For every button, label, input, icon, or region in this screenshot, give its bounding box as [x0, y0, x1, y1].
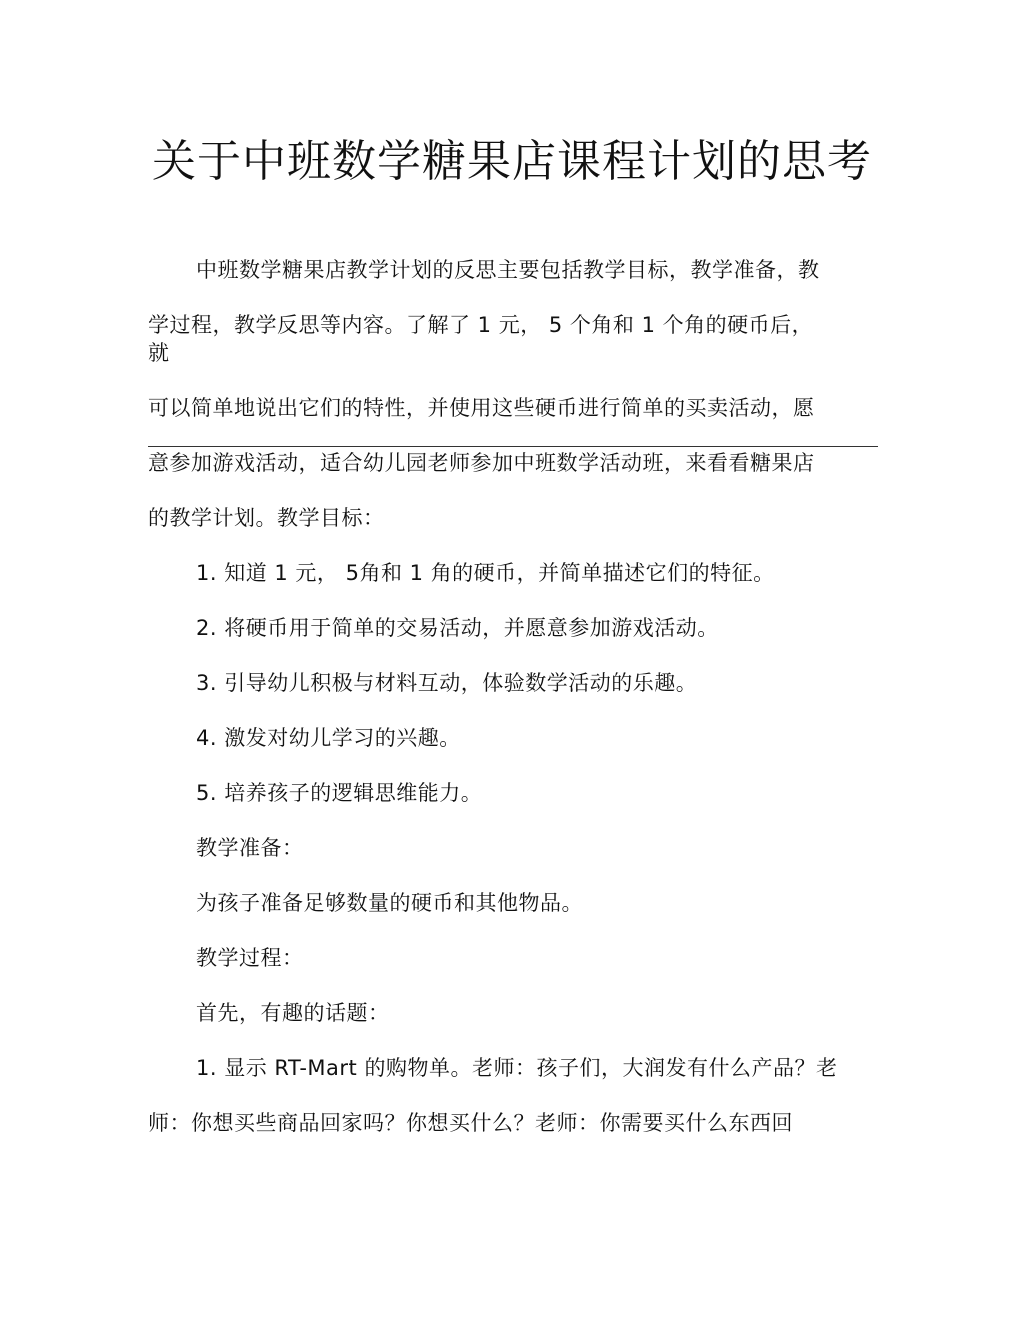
- section-heading: 教学过程：: [196, 946, 304, 970]
- horizontal-divider: [148, 446, 878, 447]
- paragraph-line: 为孩子准备足够数量的硬币和其他物品。: [196, 891, 583, 915]
- objective-item: 1. 知道 1 元， 5角和 1 角的硬币，并简单描述它们的特征。: [196, 561, 775, 585]
- paragraph-line: 首先，有趣的话题：: [196, 1001, 390, 1025]
- paragraph-line: 意参加游戏活动，适合幼儿园老师参加中班数学活动班，来看看糖果店: [148, 451, 815, 475]
- paragraph-line: 1. 显示 RT-Mart 的购物单。老师：孩子们，大润发有什么产品？老: [196, 1056, 838, 1080]
- objective-item: 4. 激发对幼儿学习的兴趣。: [196, 726, 461, 750]
- objective-item: 5. 培养孩子的逻辑思维能力。: [196, 781, 483, 805]
- paragraph-line: 可以简单地说出它们的特性，并使用这些硬币进行简单的买卖活动，愿: [148, 396, 815, 420]
- paragraph-line: 中班数学糖果店教学计划的反思主要包括教学目标，教学准备，教: [196, 258, 820, 282]
- paragraph-line: 师：你想买些商品回家吗？你想买什么？老师：你需要买什么东西回: [148, 1111, 793, 1135]
- paragraph-line: 的教学计划。教学目标：: [148, 506, 385, 530]
- section-heading: 教学准备：: [196, 836, 304, 860]
- paragraph-line: 学过程，教学反思等内容。了解了 1 元， 5 个角和 1 个角的硬币后，: [148, 313, 814, 337]
- objective-item: 2. 将硬币用于简单的交易活动，并愿意参加游戏活动。: [196, 616, 719, 640]
- document-title: 关于中班数学糖果店课程计划的思考: [152, 136, 872, 187]
- objective-item: 3. 引导幼儿积极与材料互动，体验数学活动的乐趣。: [196, 671, 698, 695]
- paragraph-line: 就: [148, 341, 170, 365]
